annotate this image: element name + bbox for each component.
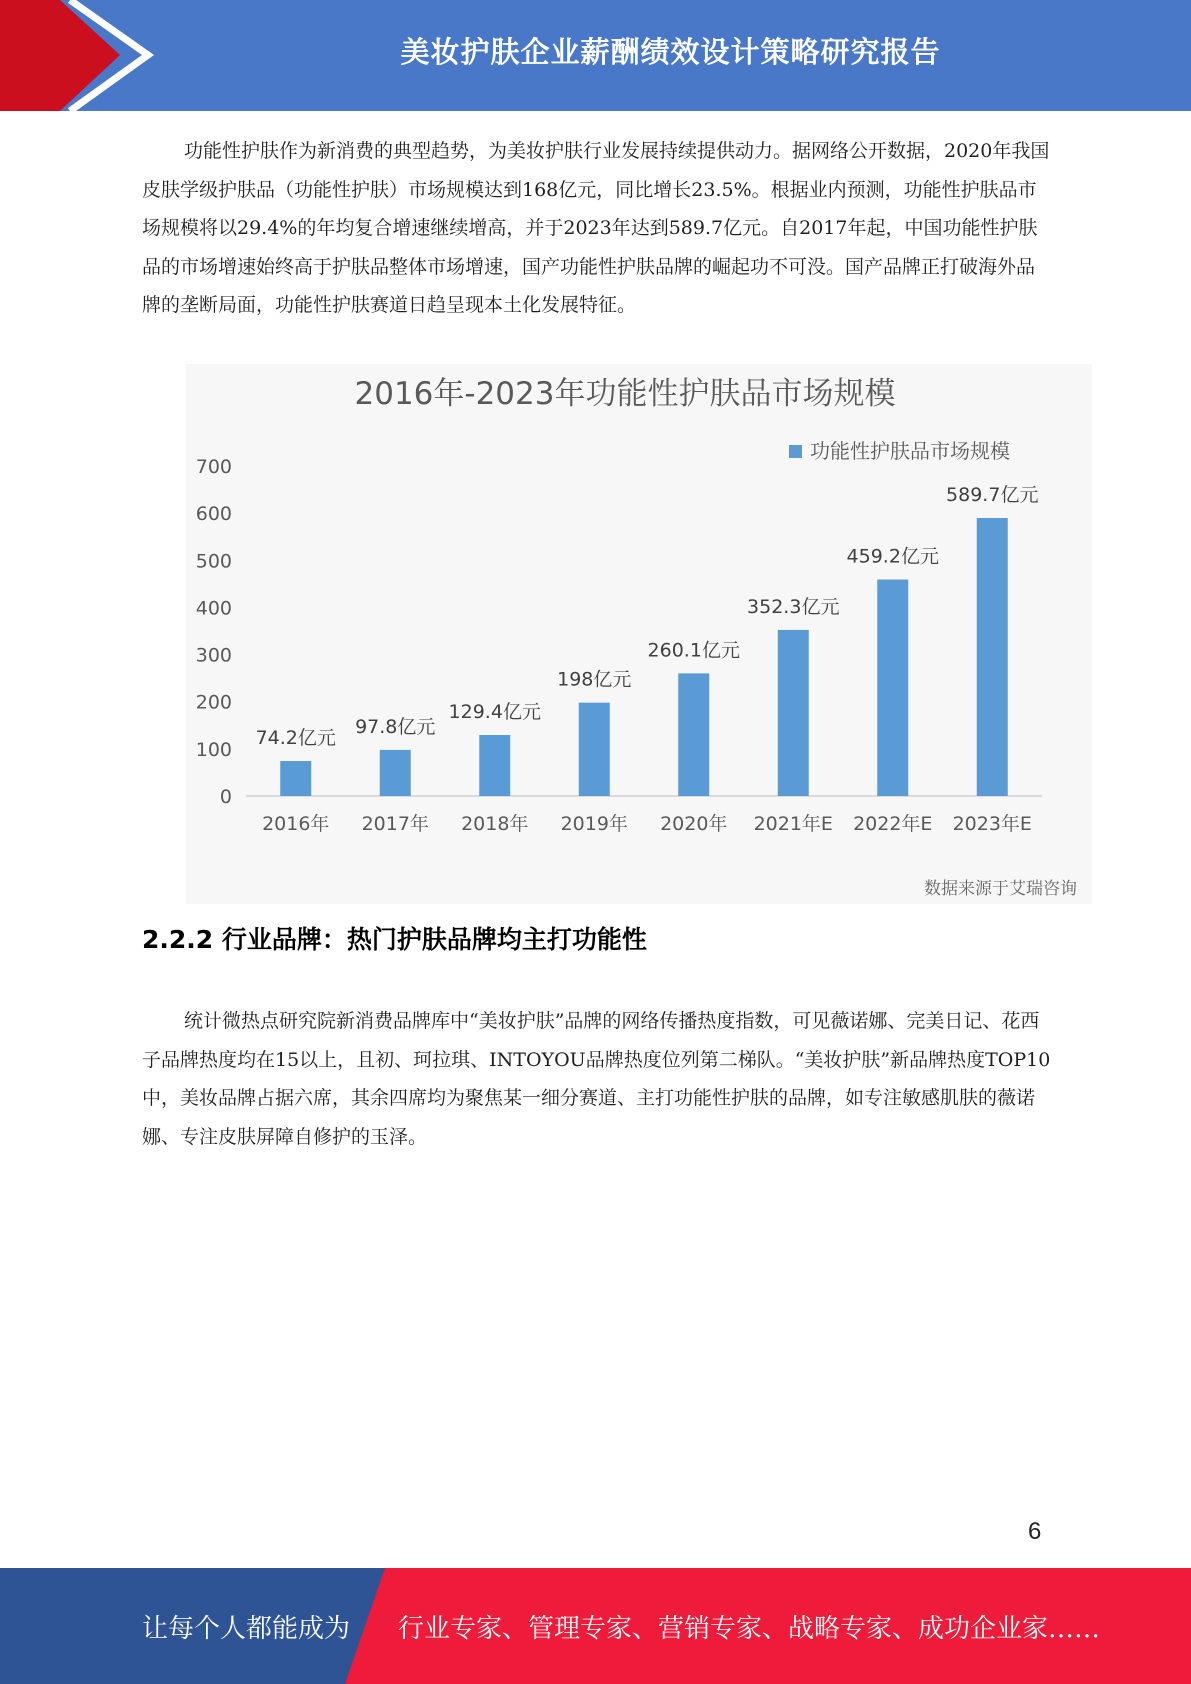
data-label: 459.2亿元: [846, 545, 939, 568]
y-tick-label: 0: [219, 786, 232, 808]
y-tick-label: 700: [195, 456, 232, 478]
x-tick-label: 2018年: [461, 813, 529, 835]
x-tick-label: 2022年E: [853, 813, 933, 835]
y-tick-label: 500: [195, 550, 232, 573]
x-tick-label: 2016年: [262, 813, 330, 835]
bar: [877, 580, 908, 796]
data-label: 260.1亿元: [647, 639, 740, 662]
bar: [977, 518, 1008, 796]
bar: [479, 735, 510, 796]
x-tick-label: 2019年: [560, 813, 628, 835]
intro-paragraph: 功能性护肤作为新消费的典型趋势，为美妆护肤行业发展持续提供动力。据网络公开数据，2020年我国皮肤学级护肤品（功能性护肤）市场规模达到168亿元，同比增长23.5%。根据业内预测，功能性护肤品市场规模将以29.4%的年均复合增速继续增高，并于2023年达到589.7亿元。自2017年起，中国功能性护肤品的市场增速始终高于护肤品整体市场增速，国产功能性护肤品牌的崛起功不可没。国产品牌正打破海外品牌的垄断局面，功能性护肤赛道日趋呈现本土化发展特征。: [142, 140, 1050, 316]
brand-paragraph: 统计微热点研究院新消费品牌库中“美妆护肤”品牌的网络传播热度指数，可见薇诺娜、完美日记、花西子品牌热度均在15以上，且初、珂拉琪、INTOYOU品牌热度位列第二梯队。“美妆护肤”新品牌热度TOP10中，美妆品牌占据六席，其余四席均为聚焦某一细分赛道、主打功能性护肤的品牌，如专注敏感肌肤的薇诺娜、专注皮肤屏障自修护的玉泽。: [142, 1010, 1051, 1148]
data-label: 352.3亿元: [747, 595, 840, 618]
header-title: 美妆护肤企业薪酬绩效设计策略研究报告: [400, 34, 941, 69]
bar: [280, 761, 311, 796]
x-tick-label: 2017年: [361, 813, 429, 835]
bar-chart-svg: [186, 364, 1092, 904]
data-label: 129.4亿元: [448, 700, 541, 723]
y-tick-label: 600: [195, 503, 232, 526]
legend-label: 功能性护肤品市场规模: [810, 439, 1010, 463]
y-tick-label: 300: [195, 644, 232, 667]
footer-slogan-right: 行业专家、管理专家、营销专家、战略专家、成功企业家……: [398, 1613, 1101, 1644]
footer-slogan-left: 让每个人都能成为: [142, 1613, 351, 1644]
data-label: 198亿元: [557, 668, 632, 691]
y-tick-label: 200: [195, 691, 232, 714]
legend-swatch: [789, 445, 802, 458]
bar: [579, 703, 610, 796]
x-tick-label: 2020年: [660, 813, 728, 835]
data-label: 589.7亿元: [946, 483, 1039, 506]
data-label: 97.8亿元: [355, 715, 436, 738]
chart-title: 2016年-2023年功能性护肤品市场规模: [354, 376, 896, 412]
y-tick-label: 100: [195, 738, 232, 761]
section-heading: 2.2.2 行业品牌：热门护肤品牌均主打功能性: [142, 925, 647, 954]
x-tick-label: 2021年E: [753, 813, 833, 835]
data-label: 74.2亿元: [255, 727, 336, 750]
bar: [380, 750, 411, 796]
y-tick-label: 400: [195, 597, 232, 620]
bar: [678, 673, 709, 796]
page-number: 6: [1028, 1518, 1042, 1545]
x-tick-label: 2023年E: [952, 813, 1032, 835]
market-size-chart: [186, 364, 1092, 904]
bar: [778, 630, 809, 796]
page-footer: [0, 1568, 1191, 1684]
chart-source-note: 数据来源于艾瑞咨询: [924, 879, 1077, 899]
header-arrow-decoration: [0, 0, 160, 111]
page-header: [0, 0, 1191, 111]
